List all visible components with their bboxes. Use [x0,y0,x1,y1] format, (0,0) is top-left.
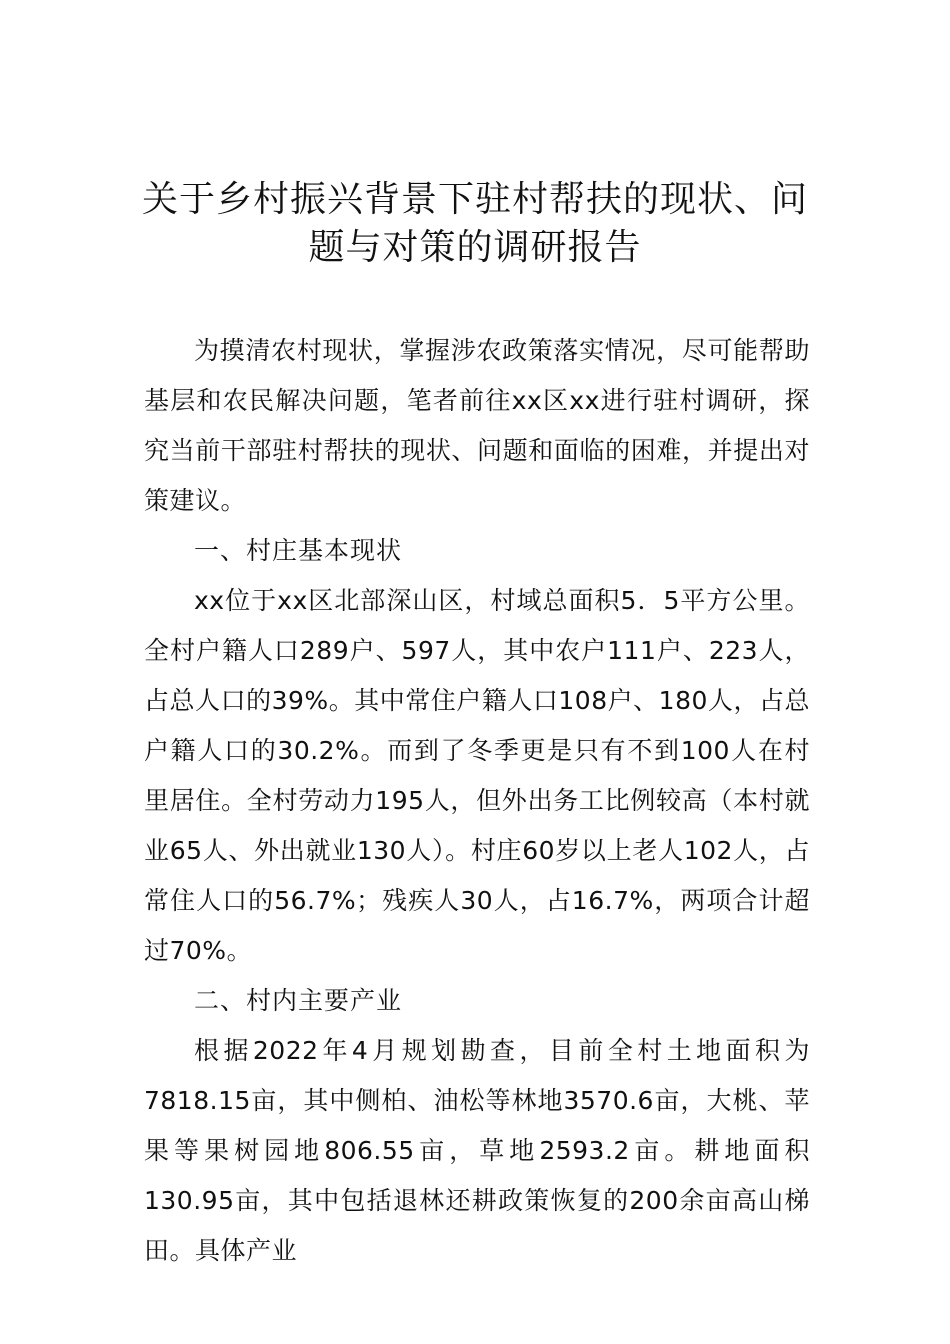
section-2-heading: 二、村内主要产业 [194,986,403,1015]
section-1-paragraph: xx位于xx区北部深山区，村域总面积5．5平方公里。全村户籍人口289户、597人，其中农户111户、223人，占总人口的39%。其中常住户籍人口108户、180人，占总户籍人口的30.2%。而到了冬季更是只有不到100人在村里居住。全村劳动力195人，但外出务工比例较高（本村就业65人、外出就业130人）。村庄60岁以上老人102人，占常住人口的56.7%；残疾人30人，占16.7%，两项合计超过70%。 [144,586,810,965]
section-1-heading: 一、村庄基本现状 [194,536,403,565]
title-line-1: 关于乡村振兴背景下驻村帮扶的现状、问 [141,179,808,220]
title-line-2: 题与对策的调研报告 [308,227,642,268]
document-body [144,326,810,1276]
intro-paragraph: 为摸清农村现状，掌握涉农政策落实情况，尽可能帮助基层和农民解决问题，笔者前往xx区xx进行驻村调研，探究当前干部驻村帮扶的现状、问题和面临的困难，并提出对策建议。 [144,336,810,515]
section-2-paragraph: 根据2022年4月规划勘查，目前全村土地面积为7818.15亩，其中侧柏、油松等林地3570.6亩，大桃、苹果等果树园地806.55亩，草地2593.2亩。耕地面积130.95亩，其中包括退林还耕政策恢复的200余亩高山梯田。具体产业 [144,1036,810,1265]
document-title [130,176,820,272]
